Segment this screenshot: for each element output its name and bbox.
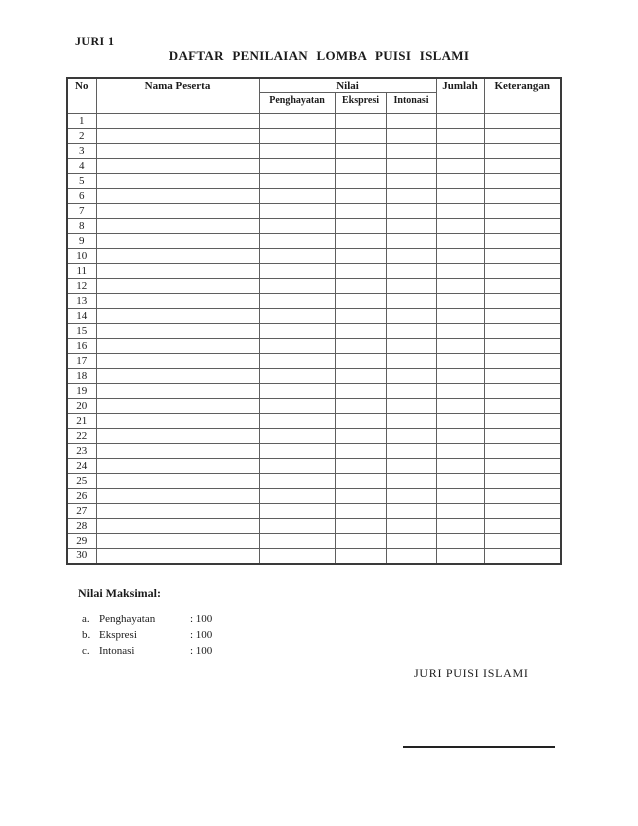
ekspresi-cell xyxy=(335,294,386,309)
nilai-maksimal-list xyxy=(82,611,212,659)
keterangan-cell xyxy=(484,354,561,369)
table-row xyxy=(67,159,561,174)
table-row xyxy=(67,399,561,414)
row-number-cell: 7 xyxy=(67,204,96,219)
ekspresi-cell xyxy=(335,429,386,444)
keterangan-cell xyxy=(484,129,561,144)
penghayatan-cell xyxy=(259,549,335,564)
table-row xyxy=(67,414,561,429)
jumlah-cell xyxy=(436,279,484,294)
table-row xyxy=(67,504,561,519)
ekspresi-cell xyxy=(335,489,386,504)
list-item-label: Intonasi xyxy=(99,645,135,657)
penghayatan-cell xyxy=(259,249,335,264)
row-number-cell: 12 xyxy=(67,279,96,294)
jumlah-cell xyxy=(436,219,484,234)
table-row xyxy=(67,234,561,249)
jumlah-cell xyxy=(436,309,484,324)
row-number-cell: 22 xyxy=(67,429,96,444)
penghayatan-cell xyxy=(259,399,335,414)
penghayatan-cell xyxy=(259,264,335,279)
nama-peserta-cell xyxy=(96,549,259,564)
jumlah-cell xyxy=(436,429,484,444)
row-number-cell: 16 xyxy=(67,339,96,354)
penghayatan-cell xyxy=(259,384,335,399)
jumlah-cell xyxy=(436,159,484,174)
penghayatan-cell xyxy=(259,189,335,204)
column-header-ekspresi: Ekspresi xyxy=(335,93,386,114)
intonasi-cell xyxy=(386,534,436,549)
jumlah-cell xyxy=(436,324,484,339)
nama-peserta-cell xyxy=(96,489,259,504)
table-row xyxy=(67,204,561,219)
jumlah-cell xyxy=(436,549,484,564)
ekspresi-cell xyxy=(335,144,386,159)
penghayatan-cell xyxy=(259,309,335,324)
keterangan-cell xyxy=(484,279,561,294)
row-number-cell: 30 xyxy=(67,549,96,564)
row-number-cell: 11 xyxy=(67,264,96,279)
keterangan-cell xyxy=(484,534,561,549)
nama-peserta-cell xyxy=(96,249,259,264)
intonasi-cell xyxy=(386,264,436,279)
jumlah-cell xyxy=(436,144,484,159)
list-item-letter: c. xyxy=(82,645,90,657)
jumlah-cell xyxy=(436,474,484,489)
list-item xyxy=(82,627,212,643)
row-number-cell: 25 xyxy=(67,474,96,489)
penghayatan-cell xyxy=(259,279,335,294)
row-number-cell: 3 xyxy=(67,144,96,159)
ekspresi-cell xyxy=(335,114,386,129)
keterangan-cell xyxy=(484,504,561,519)
nama-peserta-cell xyxy=(96,174,259,189)
intonasi-cell xyxy=(386,144,436,159)
jumlah-cell xyxy=(436,414,484,429)
nama-peserta-cell xyxy=(96,144,259,159)
column-header-penghayatan: Penghayatan xyxy=(259,93,335,114)
keterangan-cell xyxy=(484,294,561,309)
signature-line xyxy=(403,746,555,748)
keterangan-cell xyxy=(484,324,561,339)
penghayatan-cell xyxy=(259,369,335,384)
penghayatan-cell xyxy=(259,204,335,219)
table-row xyxy=(67,384,561,399)
table-row xyxy=(67,249,561,264)
penghayatan-cell xyxy=(259,174,335,189)
intonasi-cell xyxy=(386,249,436,264)
ekspresi-cell xyxy=(335,444,386,459)
table-row xyxy=(67,279,561,294)
intonasi-cell xyxy=(386,504,436,519)
nama-peserta-cell xyxy=(96,294,259,309)
row-number-cell: 20 xyxy=(67,399,96,414)
nama-peserta-cell xyxy=(96,369,259,384)
table-row xyxy=(67,219,561,234)
jumlah-cell xyxy=(436,114,484,129)
nama-peserta-cell xyxy=(96,444,259,459)
keterangan-cell xyxy=(484,474,561,489)
nama-peserta-cell xyxy=(96,129,259,144)
jumlah-cell xyxy=(436,534,484,549)
nama-peserta-cell xyxy=(96,279,259,294)
table-row xyxy=(67,459,561,474)
keterangan-cell xyxy=(484,144,561,159)
ekspresi-cell xyxy=(335,324,386,339)
keterangan-cell xyxy=(484,519,561,534)
keterangan-cell xyxy=(484,234,561,249)
intonasi-cell xyxy=(386,459,436,474)
keterangan-cell xyxy=(484,174,561,189)
nama-peserta-cell xyxy=(96,504,259,519)
row-number-cell: 18 xyxy=(67,369,96,384)
list-item-letter: a. xyxy=(82,613,90,625)
intonasi-cell xyxy=(386,384,436,399)
list-item-value: : 100 xyxy=(190,645,213,657)
intonasi-cell xyxy=(386,129,436,144)
ekspresi-cell xyxy=(335,279,386,294)
nama-peserta-cell xyxy=(96,519,259,534)
jumlah-cell xyxy=(436,444,484,459)
intonasi-cell xyxy=(386,444,436,459)
row-number-cell: 19 xyxy=(67,384,96,399)
nama-peserta-cell xyxy=(96,159,259,174)
intonasi-cell xyxy=(386,204,436,219)
penghayatan-cell xyxy=(259,504,335,519)
penghayatan-cell xyxy=(259,129,335,144)
juri-label: JURI 1 xyxy=(75,34,115,48)
ekspresi-cell xyxy=(335,249,386,264)
row-number-cell: 21 xyxy=(67,414,96,429)
jumlah-cell xyxy=(436,504,484,519)
row-number-cell: 4 xyxy=(67,159,96,174)
keterangan-cell xyxy=(484,549,561,564)
list-item xyxy=(82,611,212,627)
intonasi-cell xyxy=(386,279,436,294)
intonasi-cell xyxy=(386,369,436,384)
row-number-cell: 24 xyxy=(67,459,96,474)
list-item xyxy=(82,643,212,659)
penghayatan-cell xyxy=(259,234,335,249)
intonasi-cell xyxy=(386,339,436,354)
column-header-jumlah: Jumlah xyxy=(436,78,484,114)
row-number-cell: 14 xyxy=(67,309,96,324)
keterangan-cell xyxy=(484,489,561,504)
nama-peserta-cell xyxy=(96,264,259,279)
jumlah-cell xyxy=(436,339,484,354)
intonasi-cell xyxy=(386,399,436,414)
keterangan-cell xyxy=(484,219,561,234)
table-row xyxy=(67,519,561,534)
intonasi-cell xyxy=(386,354,436,369)
penghayatan-cell xyxy=(259,474,335,489)
jumlah-cell xyxy=(436,174,484,189)
table-row xyxy=(67,339,561,354)
keterangan-cell xyxy=(484,339,561,354)
table-row xyxy=(67,174,561,189)
nama-peserta-cell xyxy=(96,339,259,354)
keterangan-cell xyxy=(484,414,561,429)
intonasi-cell xyxy=(386,519,436,534)
ekspresi-cell xyxy=(335,204,386,219)
jumlah-cell xyxy=(436,249,484,264)
nama-peserta-cell xyxy=(96,309,259,324)
row-number-cell: 8 xyxy=(67,219,96,234)
jumlah-cell xyxy=(436,264,484,279)
column-header-nama-peserta: Nama Peserta xyxy=(96,78,259,114)
keterangan-cell xyxy=(484,249,561,264)
keterangan-cell xyxy=(484,369,561,384)
penghayatan-cell xyxy=(259,414,335,429)
nama-peserta-cell xyxy=(96,234,259,249)
table-row xyxy=(67,129,561,144)
nama-peserta-cell xyxy=(96,219,259,234)
penghayatan-cell xyxy=(259,519,335,534)
ekspresi-cell xyxy=(335,309,386,324)
nama-peserta-cell xyxy=(96,189,259,204)
table-row xyxy=(67,534,561,549)
penghayatan-cell xyxy=(259,459,335,474)
nama-peserta-cell xyxy=(96,399,259,414)
jumlah-cell xyxy=(436,459,484,474)
ekspresi-cell xyxy=(335,549,386,564)
jumlah-cell xyxy=(436,234,484,249)
ekspresi-cell xyxy=(335,369,386,384)
table-row xyxy=(67,114,561,129)
column-header-nilai: Nilai xyxy=(259,78,436,93)
penghayatan-cell xyxy=(259,114,335,129)
nama-peserta-cell xyxy=(96,354,259,369)
ekspresi-cell xyxy=(335,339,386,354)
ekspresi-cell xyxy=(335,519,386,534)
intonasi-cell xyxy=(386,189,436,204)
ekspresi-cell xyxy=(335,264,386,279)
penghayatan-cell xyxy=(259,444,335,459)
jumlah-cell xyxy=(436,189,484,204)
penghayatan-cell xyxy=(259,324,335,339)
nama-peserta-cell xyxy=(96,324,259,339)
score-table xyxy=(66,77,562,565)
ekspresi-cell xyxy=(335,189,386,204)
penghayatan-cell xyxy=(259,489,335,504)
list-item-value: : 100 xyxy=(190,613,213,625)
intonasi-cell xyxy=(386,429,436,444)
ekspresi-cell xyxy=(335,219,386,234)
column-header-keterangan: Keterangan xyxy=(484,78,561,114)
jumlah-cell xyxy=(436,129,484,144)
row-number-cell: 27 xyxy=(67,504,96,519)
ekspresi-cell xyxy=(335,504,386,519)
row-number-cell: 23 xyxy=(67,444,96,459)
intonasi-cell xyxy=(386,219,436,234)
intonasi-cell xyxy=(386,414,436,429)
row-number-cell: 13 xyxy=(67,294,96,309)
column-header-no: No xyxy=(67,78,96,114)
row-number-cell: 29 xyxy=(67,534,96,549)
ekspresi-cell xyxy=(335,534,386,549)
list-item-value: : 100 xyxy=(190,629,213,641)
keterangan-cell xyxy=(484,459,561,474)
keterangan-cell xyxy=(484,384,561,399)
jumlah-cell xyxy=(436,354,484,369)
table-row xyxy=(67,189,561,204)
keterangan-cell xyxy=(484,264,561,279)
penghayatan-cell xyxy=(259,219,335,234)
ekspresi-cell xyxy=(335,129,386,144)
signature-title: JURI PUISI ISLAMI xyxy=(414,666,529,680)
nama-peserta-cell xyxy=(96,474,259,489)
table-row xyxy=(67,549,561,564)
keterangan-cell xyxy=(484,309,561,324)
list-item-label: Ekspresi xyxy=(99,629,137,641)
ekspresi-cell xyxy=(335,459,386,474)
ekspresi-cell xyxy=(335,384,386,399)
ekspresi-cell xyxy=(335,474,386,489)
ekspresi-cell xyxy=(335,414,386,429)
row-number-cell: 1 xyxy=(67,114,96,129)
keterangan-cell xyxy=(484,444,561,459)
nama-peserta-cell xyxy=(96,414,259,429)
nilai-maksimal-heading: Nilai Maksimal: xyxy=(78,586,161,600)
score-table-body xyxy=(67,114,561,564)
row-number-cell: 26 xyxy=(67,489,96,504)
keterangan-cell xyxy=(484,189,561,204)
table-row xyxy=(67,324,561,339)
nama-peserta-cell xyxy=(96,114,259,129)
table-row xyxy=(67,309,561,324)
nama-peserta-cell xyxy=(96,204,259,219)
table-row xyxy=(67,444,561,459)
row-number-cell: 10 xyxy=(67,249,96,264)
penghayatan-cell xyxy=(259,294,335,309)
table-row xyxy=(67,144,561,159)
row-number-cell: 6 xyxy=(67,189,96,204)
intonasi-cell xyxy=(386,234,436,249)
ekspresi-cell xyxy=(335,354,386,369)
nama-peserta-cell xyxy=(96,459,259,474)
jumlah-cell xyxy=(436,399,484,414)
row-number-cell: 17 xyxy=(67,354,96,369)
list-item-letter: b. xyxy=(82,629,91,641)
column-header-intonasi: Intonasi xyxy=(386,93,436,114)
page-title: DAFTAR PENILAIAN LOMBA PUISI ISLAMI xyxy=(168,48,470,63)
penghayatan-cell xyxy=(259,339,335,354)
row-number-cell: 9 xyxy=(67,234,96,249)
row-number-cell: 5 xyxy=(67,174,96,189)
ekspresi-cell xyxy=(335,399,386,414)
intonasi-cell xyxy=(386,549,436,564)
penghayatan-cell xyxy=(259,144,335,159)
jumlah-cell xyxy=(436,294,484,309)
keterangan-cell xyxy=(484,399,561,414)
penghayatan-cell xyxy=(259,534,335,549)
table-row xyxy=(67,474,561,489)
penghayatan-cell xyxy=(259,159,335,174)
table-row xyxy=(67,264,561,279)
ekspresi-cell xyxy=(335,234,386,249)
keterangan-cell xyxy=(484,159,561,174)
penghayatan-cell xyxy=(259,429,335,444)
keterangan-cell xyxy=(484,429,561,444)
intonasi-cell xyxy=(386,309,436,324)
table-row xyxy=(67,489,561,504)
intonasi-cell xyxy=(386,324,436,339)
table-row xyxy=(67,369,561,384)
keterangan-cell xyxy=(484,114,561,129)
table-row xyxy=(67,294,561,309)
jumlah-cell xyxy=(436,369,484,384)
nama-peserta-cell xyxy=(96,534,259,549)
row-number-cell: 2 xyxy=(67,129,96,144)
keterangan-cell xyxy=(484,204,561,219)
ekspresi-cell xyxy=(335,174,386,189)
ekspresi-cell xyxy=(335,159,386,174)
intonasi-cell xyxy=(386,159,436,174)
jumlah-cell xyxy=(436,519,484,534)
row-number-cell: 28 xyxy=(67,519,96,534)
row-number-cell: 15 xyxy=(67,324,96,339)
jumlah-cell xyxy=(436,204,484,219)
intonasi-cell xyxy=(386,114,436,129)
intonasi-cell xyxy=(386,174,436,189)
intonasi-cell xyxy=(386,294,436,309)
nama-peserta-cell xyxy=(96,429,259,444)
penghayatan-cell xyxy=(259,354,335,369)
score-table-header xyxy=(67,78,561,114)
intonasi-cell xyxy=(386,474,436,489)
table-row xyxy=(67,429,561,444)
intonasi-cell xyxy=(386,489,436,504)
jumlah-cell xyxy=(436,489,484,504)
table-row xyxy=(67,354,561,369)
jumlah-cell xyxy=(436,384,484,399)
list-item-label: Penghayatan xyxy=(99,613,156,625)
nama-peserta-cell xyxy=(96,384,259,399)
